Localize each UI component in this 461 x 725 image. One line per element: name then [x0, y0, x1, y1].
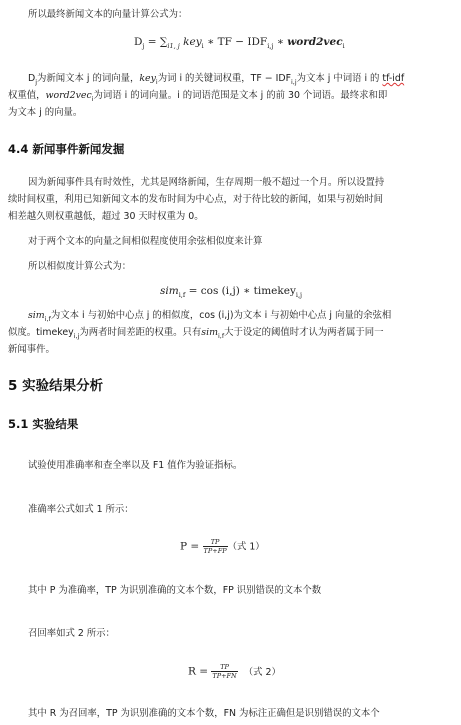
paragraph-time-weight-line3: 相差越久则权重越低，超过 30 天时权重为 0。: [8, 211, 204, 222]
similarity-formula: sim$_{i,f}$ = cos (i,j) ∗ timekey$_{i,j}$: [160, 285, 303, 299]
similarity-explanation-line2: 似度。timekey$_{i,j}$为两者时间差距的权重。只有sim$_{i,f}$大于设定的阈值时才认为两者属于同一: [8, 327, 384, 340]
formula-explanation-line3: 为文本 j 的向量。: [8, 107, 83, 118]
chapter-heading-5: 5 实验结果分析: [8, 378, 104, 394]
precision-explanation: 其中 P 为准确率，TP 为识别准确的文本个数，FP 识别错误的文本个数: [28, 585, 322, 596]
section-heading-5-1: 5.1 实验结果: [8, 417, 79, 431]
section-heading-4-4: 4.4 新闻事件新闻发掘: [8, 142, 125, 156]
vector-formula: $D_j = \sum_{i1, j}$ key$_i$ ∗ TF − $IDF_{i,j}$ ∗ word2vec$_i$: [134, 36, 345, 50]
paragraph-time-weight-line2: 续时间权重，利用已知新闻文本的发布时间为中心点，对于待比较的新闻，如果与初始时间: [8, 194, 384, 205]
formula-explanation-line2: 权重值，word2vec$_i$为词语 i 的词向量。i 的词语范围是文本 j 的前 30 个词语。最终求和即: [8, 90, 388, 103]
similarity-intro: 所以相似度计算公式为：: [28, 261, 132, 272]
recall-intro: 召回率如式 2 所示：: [28, 628, 115, 639]
formula-explanation-line1: $D_j$为新闻文本 j 的词向量，key$_i$为词 i 的关键词权重，TF − $IDF_{i,j}$为文本 j 中词语 i 的 tf-idf: [28, 73, 405, 86]
cosine-sentence: 对于两个文本的向量之间相似程度使用余弦相似度来计算: [28, 236, 263, 247]
precision-intro: 准确率公式如式 1 所示：: [28, 504, 134, 515]
precision-fraction: $\frac{TP}{TP+FP}$: [203, 538, 227, 555]
recall-fraction: $\frac{TP}{TP+FN}$: [212, 663, 237, 680]
recall-formula: R = $\frac{TP}{TP+FN}$ （式 2）: [188, 663, 281, 680]
similarity-explanation-line1: sim$_{i,f}$为文本 i 与初始中心点 j 的相似度，cos (i,j)为文本 i 与初始中心点 j 向量的余弦相: [28, 310, 392, 323]
similarity-explanation-line3: 新闻事件。: [8, 344, 55, 355]
intro-sentence: 所以最终新闻文本的向量计算公式为：: [28, 9, 188, 20]
metrics-sentence: 试验使用准确率和查全率以及 F1 值作为验证指标。: [28, 460, 243, 471]
paragraph-time-weight-line1: 因为新闻事件具有时效性，尤其是网络新闻，生存周期一般不超过一个月。所以设置持: [28, 177, 385, 188]
precision-formula: P = $\frac{TP}{TP+FP}$ （式 1）: [180, 538, 265, 555]
recall-explanation: 其中 R 为召回率，TP 为识别准确的文本个数，FN 为标注正确但是识别错误的文本个: [28, 708, 380, 719]
